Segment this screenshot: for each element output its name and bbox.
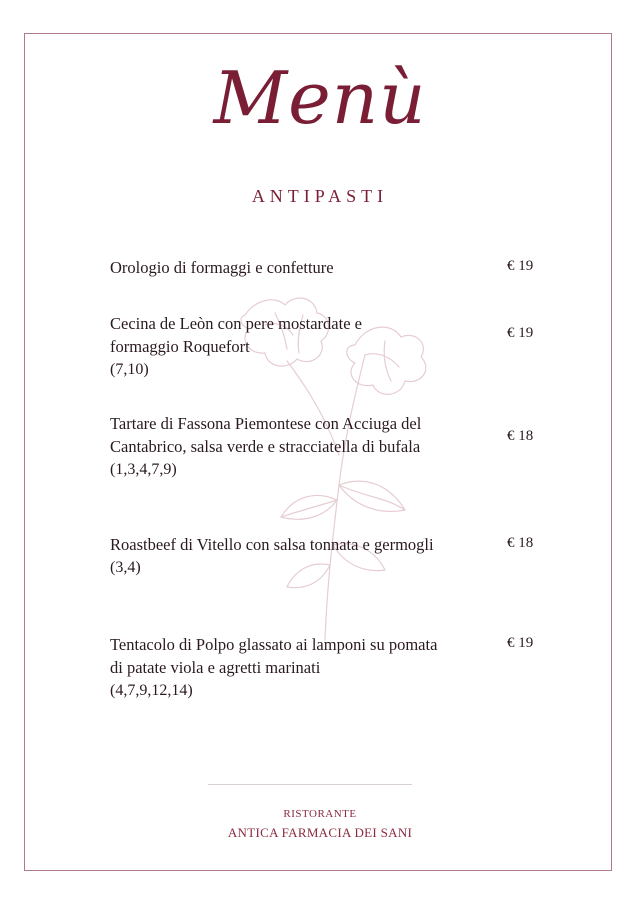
item-price: € 19: [507, 258, 534, 274]
item-name: Cecina de Leòn con pere mostardate e formaggio Roquefort: [110, 314, 362, 356]
item-name: Tentacolo di Polpo glassato ai lamponi su pomata di patate viola e agretti marinati: [110, 635, 438, 677]
item-name: Roastbeef di Vitello con salsa tonnata e germogli: [110, 535, 434, 554]
item-allergens: (7,10): [110, 361, 149, 378]
footer-restaurant-name: ANTICA FARMACIA DEI SANI: [227, 825, 413, 840]
item-price: € 18: [507, 428, 534, 444]
footer-restaurant-label: RISTORANTE: [283, 808, 357, 820]
item-price: € 18: [507, 535, 534, 551]
menu-title: Menù: [213, 56, 427, 140]
item-name: Tartare di Fassona Piemontese con Acciuga del Cantabrico, salsa verde e stracciatella di bufala: [110, 414, 422, 456]
footer-divider: [208, 784, 412, 785]
section-title-antipasti: ANTIPASTI: [251, 186, 389, 206]
item-allergens: (3,4): [110, 559, 141, 576]
item-name: Orologio di formaggi e confetture: [110, 258, 334, 277]
item-price: € 19: [507, 635, 534, 651]
item-allergens: (1,3,4,7,9): [110, 461, 177, 478]
item-allergens: (4,7,9,12,14): [110, 682, 193, 699]
item-price: € 19: [507, 325, 534, 341]
